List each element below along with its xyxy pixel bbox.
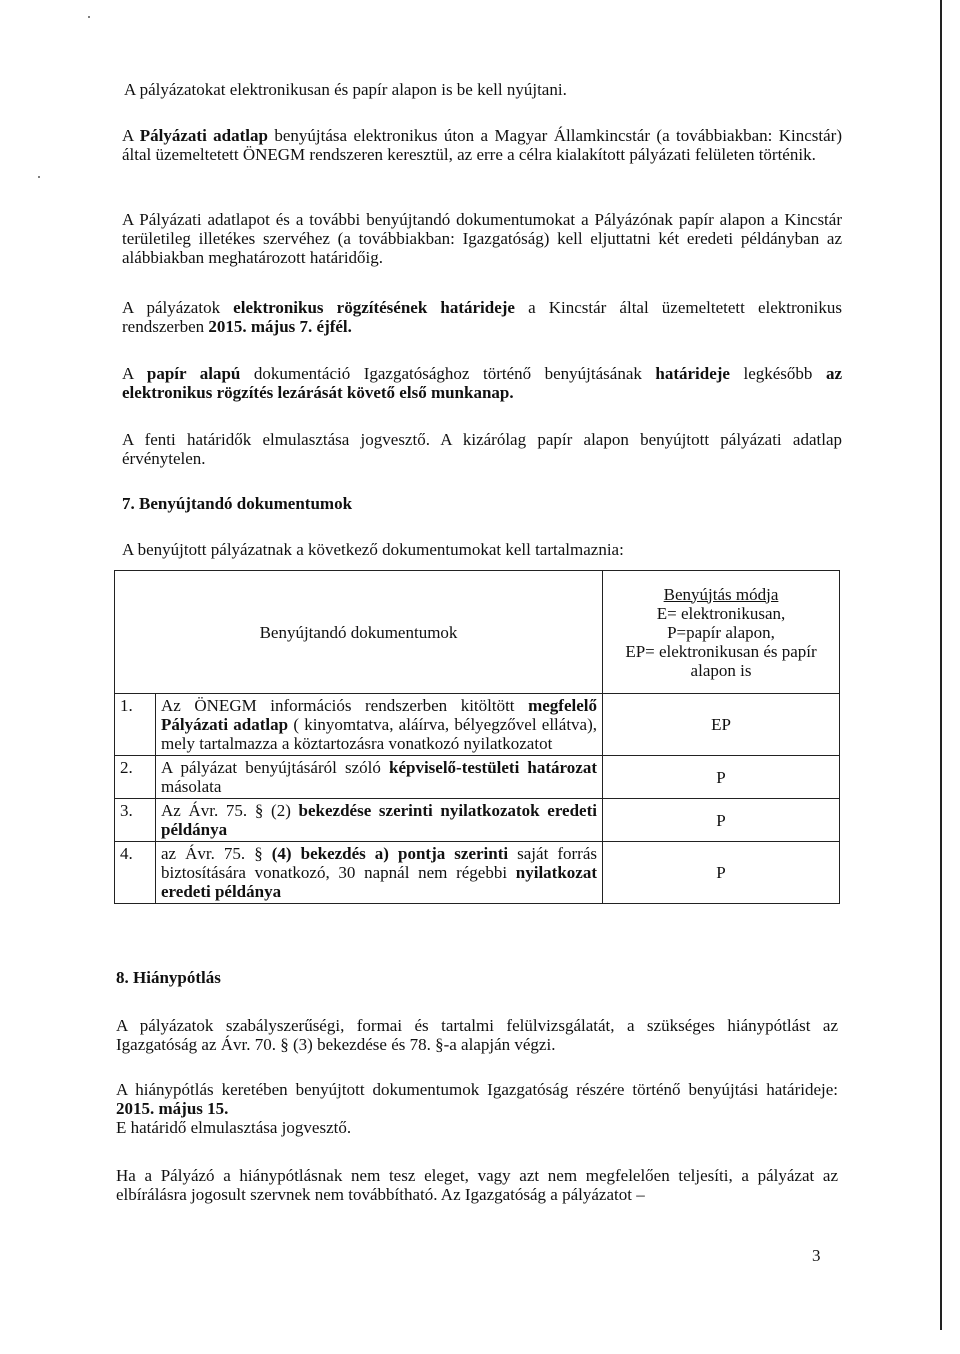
row-mode: P bbox=[603, 756, 840, 799]
scan-speck bbox=[88, 16, 90, 18]
paragraph-paper-submission bbox=[122, 210, 842, 267]
paragraph-forfeiture bbox=[122, 430, 842, 468]
row-document bbox=[156, 756, 603, 799]
paragraph-noncompliance bbox=[116, 1166, 838, 1204]
row-bold-text: bekezdése szerinti nyilatkozatok eredeti példánya bbox=[161, 801, 597, 839]
paragraph-text: A pályázatokat elektronikusan és papír alapon is be kell nyújtani. bbox=[124, 80, 567, 99]
bold-text: határideje bbox=[655, 364, 730, 383]
paragraph-text: A bbox=[122, 364, 147, 383]
header-submission-mode bbox=[603, 571, 840, 694]
paragraph-text: A pályázatok szabályszerűségi, formai és tartalmi felülvizsgálatát, a szükséges hiánypótlást az Igazgatóság az Ávr. 70. § (3) bekezdése és 78. §-a alapján végzi. bbox=[116, 1016, 838, 1054]
row-bold-text: (4) bekezdés a) pontja szerinti bbox=[271, 844, 509, 863]
paragraph-text: E határidő elmulasztása jogvesztő. bbox=[116, 1118, 352, 1137]
paragraph-deficiency-deadline bbox=[116, 1080, 838, 1137]
paragraph-text: a Kincstár által üzemeltetett elektronikus rendszerben bbox=[122, 298, 842, 336]
paragraph-text: A hiánypótlás keretében benyújtott dokumentumok Igazgatóság részére történő benyújtási határideje: bbox=[116, 1080, 838, 1099]
paragraph-submission bbox=[122, 126, 842, 164]
paragraph-text: dokumentáció Igazgatósághoz történő benyújtásának bbox=[240, 364, 656, 383]
paragraph-text: A fenti határidők elmulasztása jogvesztő. A kizárólag papír alapon benyújtott pályázati adatlap érvénytelen. bbox=[122, 430, 842, 468]
row-mode: P bbox=[603, 799, 840, 842]
row-text: Az ÖNEGM információs rendszerben kitöltött bbox=[161, 696, 529, 715]
row-document bbox=[156, 842, 603, 904]
deadline-date: 2015. május 15. bbox=[116, 1099, 229, 1118]
table-row bbox=[115, 694, 840, 756]
paragraph-intro bbox=[124, 80, 844, 99]
header-mode-line: EP= elektronikusan és papír alapon is bbox=[625, 641, 817, 680]
header-mode-title: Benyújtás módja bbox=[663, 584, 779, 604]
paragraph-text: A bbox=[122, 126, 140, 145]
bold-text: papír alapú bbox=[146, 364, 241, 383]
row-bold-text: képviselő-testületi határozat bbox=[388, 758, 597, 777]
row-mode: EP bbox=[603, 694, 840, 756]
table-row bbox=[115, 756, 840, 799]
paragraph-paper-deadline bbox=[122, 364, 842, 402]
header-mode-line: E= elektronikusan, bbox=[656, 603, 786, 623]
scan-edge-line bbox=[940, 0, 942, 1330]
row-number: 2. bbox=[115, 756, 156, 799]
paragraph-table-intro bbox=[122, 540, 842, 559]
paragraph-review bbox=[116, 1016, 838, 1054]
bold-text: elektronikus rögzítésének határideje bbox=[233, 298, 515, 317]
paragraph-text: A pályázatok bbox=[122, 298, 234, 317]
paragraph-text: benyújtása elektronikus úton a Magyar Államkincstár (a továbbiakban: Kincstár) által üzemeltetett ÖNEGM rendszeren keresztül, az erre a célra kialakított pályázati felületen történik. bbox=[122, 126, 842, 164]
paragraph-text: A benyújtott pályázatnak a következő dokumentumokat kell tartalmaznia: bbox=[122, 540, 624, 559]
row-bold-text: megfelelő Pályázati adatlap bbox=[161, 696, 597, 734]
row-text: az Ávr. 75. § bbox=[161, 844, 272, 863]
row-text: másolata bbox=[161, 777, 222, 796]
row-number: 4. bbox=[115, 842, 156, 904]
paragraph-electronic-deadline bbox=[122, 298, 842, 336]
row-document bbox=[156, 694, 603, 756]
paragraph-text: Ha a Pályázó a hiánypótlásnak nem tesz eleget, vagy azt nem megfelelően teljesíti, a pályázat az elbírálásra jogosult szervnek nem továbbítható. Az Igazgatóság a pályázatot – bbox=[116, 1166, 838, 1204]
row-number: 3. bbox=[115, 799, 156, 842]
row-text: ( kinyomtatva, aláírva, bélyegzővel ellátva), mely tartalmazza a köztartozásra vonatkozó nyilatkozatot bbox=[161, 715, 597, 753]
row-number: 1. bbox=[115, 694, 156, 756]
row-text: A pályázat benyújtásáról szóló bbox=[161, 758, 389, 777]
row-text: Az Ávr. 75. § (2) bbox=[161, 801, 299, 820]
page-number: 3 bbox=[812, 1246, 821, 1265]
paragraph-text: A Pályázati adatlapot és a további benyújtandó dokumentumokat a Pályázónak papír alapon a Kincstár területileg illetékes szervéhez (a továbbiakban: Igazgatóság) kell eljuttatni két eredeti példányban az alábbiakban meghatározott határidőig. bbox=[122, 210, 842, 267]
documents-table bbox=[114, 570, 840, 904]
row-mode: P bbox=[603, 842, 840, 904]
scan-speck bbox=[38, 176, 40, 178]
row-document bbox=[156, 799, 603, 842]
table-row bbox=[115, 842, 840, 904]
row-text: saját forrás biztosítására vonatkozó, 30 napnál nem régebbi bbox=[161, 844, 597, 882]
header-documents: Benyújtandó dokumentumok bbox=[115, 571, 603, 694]
paragraph-text: legkésőbb bbox=[729, 364, 826, 383]
section-heading-8: 8. Hiánypótlás bbox=[116, 968, 221, 987]
deadline-date: 2015. május 7. éjfél. bbox=[208, 317, 352, 336]
table-row bbox=[115, 799, 840, 842]
row-bold-text: nyilatkozat eredeti példánya bbox=[161, 863, 597, 901]
bold-text: Pályázati adatlap bbox=[139, 126, 268, 145]
bold-text: az elektronikus rögzítés lezárását követő első munkanap. bbox=[122, 364, 842, 402]
header-mode-line: P=papír alapon, bbox=[667, 622, 775, 642]
table-header-row bbox=[115, 571, 840, 694]
section-heading-7: 7. Benyújtandó dokumentumok bbox=[122, 494, 353, 513]
